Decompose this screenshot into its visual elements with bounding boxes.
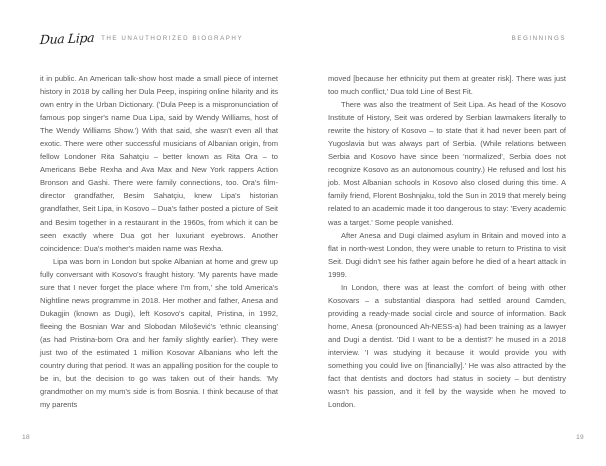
paragraph: it in public. An American talk-show host made a small piece of internet history in 2018 by calling her Dula Peep, inspiring online hilarity and its own entry in the Urban Dictionary. ('Dula Peep is a mispronunciation of famous pop singer's name Dua Lipa, said by Wendy Williams, host of The Wendy Williams Show.') With that said, she wasn't even all that exotic. There were other successful musicians of Albanian origin, from fellow Londoner Rita Sahatçiu – better known as Rita Ora – to Americans Bebe Rexha and Ava Max and New York rappers Action Bronson and Gashi. There were family connections, too. Ora's film-director grandfather, Besim Sahatçiu, knew Lipa's historian grandfather, Seit Lipa, in Kosovo – Dua's father posted a picture of Seit and Besim together in a restaurant in the 1960s, from which it can be seen exactly where Dua got her luxuriant eyebrows. Another coincidence: Dua's mother's maiden name was Rexha. bbox=[40, 74, 278, 253]
page-right bbox=[303, 0, 606, 466]
paragraph: In London, there was at least the comfort of being with other Kosovars – a substantial diaspora had settled around Camden, providing a ready-made social circle and source of information. Back home, Anesa (pronounced Ah-NESS-a) had been training as a lawyer and Dugi a dentist. 'Did I want to be a dentist?' he mused in a 2018 interview. 'I was studying it because it would provide you with something you could live on [financially].' He was also attracted by the fact that dentists and doctors had status in society – but dentistry wasn't his passion, and it fell by the wayside when he moved to London. bbox=[328, 282, 566, 410]
page-number-left: 18 bbox=[22, 434, 30, 442]
paragraph: moved [because her ethnicity put them at greater risk]. There was just too much conflict,' Dua told Line of Best Fit. bbox=[328, 74, 566, 97]
paragraph: Lipa was born in London but spoke Albanian at home and grew up fully conversant with Kosovo's fraught history. 'My parents have made sure that I never forget the place where I'm from,' she told America's Nightline news programme in 2018. Her mother and father, Anesa and Dukagjin (known as Dugi), left Kosovo's capital, Pristina, in 1992, fleeing the Bosnian War and Slobodan Milošević's 'ethnic cleansing' (as had Pristina-born Ora and her family slightly earlier). They were just two of the estimated 1 million Kosovar Albanians who left the country during that period. It was an appalling position for the couple to be in, but the decision to go was taken out of their hands. 'My grandmother on my mum's side is from Bosnia. I think because of that my parents bbox=[40, 256, 278, 410]
running-head-right bbox=[328, 26, 566, 52]
body-text-right bbox=[328, 72, 566, 411]
dua-lipa-signature-logo: Dua Lipa bbox=[39, 29, 95, 47]
running-head-left bbox=[40, 26, 278, 52]
chapter-title: BEGINNINGS bbox=[511, 34, 566, 42]
paragraph: There was also the treatment of Seit Lipa. As head of the Kosovo Institute of History, Seit was ordered by Serbian lawmakers literally to rewrite the history of Kosovo – to state that it had never been part of Yugoslavia but was always part of Serbia. (While relations between Serbia and Kosovo have since been 'normalized', Serbia does not recognize Kosovo as an autonomous country.) He refused and lost his job. Most Albanian schools in Kosovo also closed during this time. A family friend, Florent Boshnjaku, told the Sun in 2019 that merely being related to an academic made it too dangerous to stay: 'Every academic was a target.' Some people vanished. bbox=[328, 100, 566, 227]
page-number-right: 19 bbox=[576, 434, 584, 442]
book-subtitle: THE UNAUTHORIZED BIOGRAPHY bbox=[101, 34, 244, 42]
body-text-left bbox=[40, 72, 278, 411]
paragraph: After Anesa and Dugi claimed asylum in Britain and moved into a flat in north-west London, they were unable to return to Pristina to visit Seit. Dugi didn't see his father again before he died of a heart attack in 1999. bbox=[328, 230, 566, 279]
